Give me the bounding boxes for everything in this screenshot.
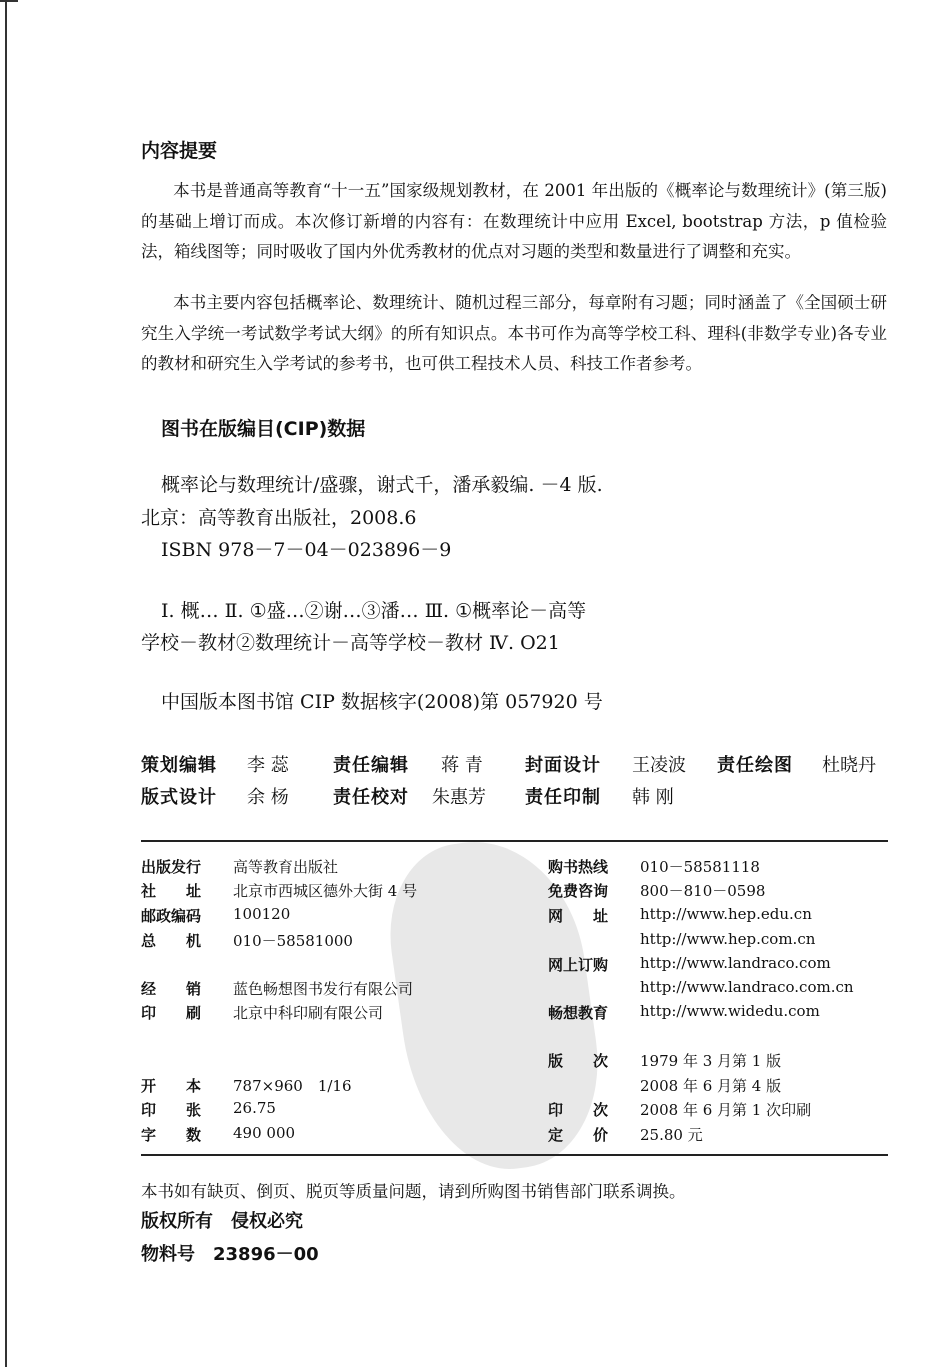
- credit-cover: [525, 751, 601, 777]
- info-left-value: 北京市西城区德外大街 4 号: [233, 882, 418, 900]
- info-left-row: [141, 978, 201, 999]
- summary-paragraph-2-text: 本书主要内容包括概率论、数理统计、随机过程三部分，每章附有习题；同时涵盖了《全国硕士研究生入学统一考试数学考试大纲》的所有知识点。本书可作为高等学校工科、理科(非数学专业)各专业的教材和研究生入学考试的参考书，也可供工程技术人员、科技工作者参考。: [141, 293, 887, 373]
- info-right-key: 印 次: [548, 1101, 609, 1119]
- credit-print-name: 韩 刚: [632, 787, 674, 808]
- credit-print-label: 责任印制: [525, 787, 601, 808]
- quality-notice: 本书如有缺页、倒页、脱页等质量问题，请到所购图书销售部门联系调换。: [141, 1182, 686, 1201]
- info-right-row: [548, 954, 608, 975]
- info-left-value: 蓝色畅想图书发行有限公司: [233, 980, 414, 998]
- info-left-value: 010－58581000: [233, 932, 353, 950]
- credit-editor-label: 责任编辑: [333, 755, 409, 776]
- info-right-value: http://www.widedu.com: [640, 1002, 820, 1020]
- info-left-value: 北京中科印刷有限公司: [233, 1004, 384, 1022]
- credit-drawing-label: 责任绘图: [717, 755, 793, 776]
- info-left-value: 100120: [233, 905, 291, 923]
- info-left-value: 高等教育出版社: [233, 858, 339, 876]
- cip-line-6: 中国版本图书馆 CIP 数据核字(2008)第 057920 号: [161, 691, 603, 713]
- info-right-value: 2008 年 6 月第 1 次印刷: [640, 1101, 812, 1119]
- info-left-key: 出版发行: [141, 858, 202, 876]
- info-left-key: 印 张: [141, 1101, 202, 1119]
- info-left-key: 经 销: [141, 980, 202, 998]
- info-right-key: 购书热线: [548, 858, 609, 876]
- material-number: 物料号 23896－00: [141, 1244, 319, 1265]
- info-right-value: 1979 年 3 月第 1 版: [640, 1052, 782, 1070]
- info-right-value: 010－58581118: [640, 858, 760, 876]
- credit-print: [525, 783, 601, 809]
- info-right-value: http://www.hep.edu.cn: [640, 905, 812, 923]
- cip-line-5: 学校－教材②数理统计－高等学校－教材 Ⅳ. O21: [141, 632, 560, 654]
- credit-editor-name: 蒋 青: [441, 755, 483, 776]
- info-left-row: [141, 905, 201, 926]
- info-right-row: [548, 1002, 608, 1023]
- summary-paragraph-1-text: 本书是普通高等教育“十一五”国家级规划教材，在 2001 年出版的《概率论与数理统计》(第三版)的基础上增订而成。本次修订新增的内容有：在数理统计中应用 Excel, bootstrap 方法，p 值检验法，箱线图等；同时吸收了国内外优秀教材的优点对习题的类型和数量进行了调整和充实。: [141, 181, 887, 261]
- credit-layout-name: 余 杨: [247, 787, 289, 808]
- info-left-value: 26.75: [233, 1099, 276, 1117]
- info-right-row: [548, 880, 608, 901]
- cip-line-3: ISBN 978－7－04－023896－9: [161, 539, 452, 561]
- summary-paragraph-1: [141, 176, 887, 268]
- credit-editor: [333, 751, 409, 777]
- info-left-key: 社 址: [141, 882, 202, 900]
- credit-layout: [141, 783, 217, 809]
- info-right-key: 网上订购: [548, 956, 609, 974]
- credit-drawing-name: 杜晓丹: [822, 755, 876, 776]
- info-left-row: [141, 856, 201, 877]
- info-right-value: 2008 年 6 月第 4 版: [640, 1077, 782, 1095]
- info-left-row: [141, 1075, 201, 1096]
- summary-heading: 内容提要: [141, 140, 218, 162]
- info-left-key: 总 机: [141, 932, 202, 950]
- info-right-key: 畅想教育: [548, 1004, 609, 1022]
- info-right-row: [548, 905, 608, 926]
- info-left-row: [141, 1099, 201, 1120]
- info-left-row: [141, 880, 201, 901]
- info-right-row: [548, 1050, 608, 1071]
- cip-line-1: 概率论与数理统计/盛骤，谢式千，潘承毅编. －4 版.: [161, 474, 603, 496]
- info-right-key: 版 次: [548, 1052, 609, 1070]
- info-left-key: 印 刷: [141, 1004, 202, 1022]
- credit-proof-label: 责任校对: [333, 787, 409, 808]
- credit-proof-name: 朱惠芳: [432, 787, 486, 808]
- cip-line-2: 北京：高等教育出版社，2008.6: [141, 507, 417, 529]
- info-left-row: [141, 1002, 201, 1023]
- info-right-key: 定 价: [548, 1126, 609, 1144]
- divider-bottom: [141, 1154, 888, 1156]
- cip-line-4: Ⅰ. 概… Ⅱ. ①盛…②谢…③潘… Ⅲ. ①概率论－高等: [161, 600, 587, 622]
- credit-planning-label: 策划编辑: [141, 755, 217, 776]
- divider-top: [141, 840, 888, 842]
- cip-heading: 图书在版编目(CIP)数据: [161, 418, 366, 440]
- copyright-line: 版权所有 侵权必究: [141, 1211, 303, 1232]
- credit-layout-label: 版式设计: [141, 787, 217, 808]
- info-left-value: 787×960 1/16: [233, 1077, 352, 1095]
- info-left-row: [141, 1124, 201, 1145]
- summary-paragraph-2: [141, 288, 887, 380]
- info-left-key: 邮政编码: [141, 907, 202, 925]
- info-right-key: 免费咨询: [548, 882, 609, 900]
- info-right-value: 800－810－0598: [640, 882, 766, 900]
- credit-planning: [141, 751, 217, 777]
- credit-cover-label: 封面设计: [525, 755, 601, 776]
- credit-cover-name: 王凌波: [632, 755, 686, 776]
- info-left-key: 字 数: [141, 1126, 202, 1144]
- info-right-row: [548, 1099, 608, 1120]
- info-right-value: http://www.hep.com.cn: [640, 930, 816, 948]
- info-right-row: [548, 1124, 608, 1145]
- info-right-value: http://www.landraco.com: [640, 954, 831, 972]
- info-left-value: 490 000: [233, 1124, 296, 1142]
- credit-planning-name: 李 蕊: [247, 755, 289, 776]
- info-right-value: 25.80 元: [640, 1126, 703, 1144]
- info-right-key: 网 址: [548, 907, 609, 925]
- page-edge-line: [0, 0, 7, 1367]
- credit-drawing: [717, 751, 793, 777]
- info-left-row: [141, 930, 201, 951]
- credit-proof: [333, 783, 409, 809]
- info-left-key: 开 本: [141, 1077, 202, 1095]
- info-right-row: [548, 856, 608, 877]
- page-edge-tick: [0, 0, 18, 2]
- info-right-value: http://www.landraco.com.cn: [640, 978, 854, 996]
